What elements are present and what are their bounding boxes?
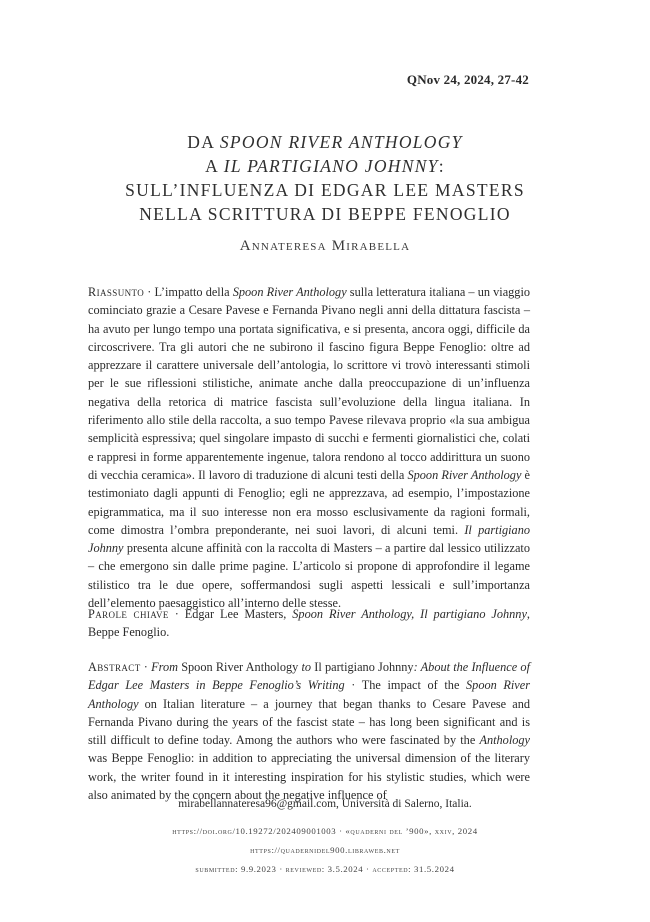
title-text: DA xyxy=(187,132,220,152)
abstract-paragraph xyxy=(88,658,530,804)
text: Edgar Lee Masters, xyxy=(184,607,293,621)
separator: · xyxy=(144,285,155,299)
author-name: Annateresa Mirabella xyxy=(239,238,411,254)
italic-text: Spoon River Anthology xyxy=(232,285,347,299)
italic-text: Spoon River Anthology xyxy=(407,467,522,482)
title-italic: IL PARTIGIANO JOHNNY xyxy=(223,156,439,176)
text: L’impatto della xyxy=(154,285,233,299)
abstract-label: Abstract xyxy=(88,660,141,674)
riassunto-label: Riassunto xyxy=(88,285,145,299)
keywords-paragraph xyxy=(88,605,530,642)
separator: · xyxy=(344,678,362,693)
text: , Beppe Fenoglio. xyxy=(88,607,530,640)
italic-text: Spoon River Anthology, Il partigiano Johnny xyxy=(292,607,527,621)
title-line-3: SULL’INFLUENZA DI EDGAR LEE MASTERS xyxy=(125,180,525,200)
author-email-affiliation: mirabellannateresa96@gmail.com, Università di Salerno, Italia. xyxy=(178,798,472,810)
text: was Beppe Fenoglio: in addition to appreciating the universal dimension of the literary work, the writer found in it interesting inspiration for his stylistic studies, which were also animated by the concern about the negative influence of xyxy=(88,751,530,803)
text: presenta alcune affinità con la raccolta di Masters – a partire dal lessico utilizzato – che emergono sin dalle prime pagine. L’articolo si propone di approfondire il legame stilistico tra le due opere, soffermandosi sugli aspetti lessicali e sull’importanza dell’elemento paesaggistico all’interno delle stesse. xyxy=(88,541,530,611)
title-line-1 xyxy=(0,130,650,154)
italic-text: Il partigiano Johnny xyxy=(88,522,530,556)
title-text: A xyxy=(205,156,224,176)
title-text: : xyxy=(438,156,445,176)
title-italic: SPOON RIVER ANTHOLOGY xyxy=(219,132,463,152)
text: Spoon River Anthology xyxy=(177,660,302,674)
italic-text: Spoon River Anthology xyxy=(88,678,530,711)
title-line-2 xyxy=(0,154,650,178)
text: Il partigiano Johnny xyxy=(311,660,414,674)
submission-dates-line: submitted: 9.9.2023 · reviewed: 3.5.2024 · accepted: 31.5.2024 xyxy=(195,864,455,874)
journal-reference: QNov 24, 2024, 27-42 xyxy=(406,72,529,87)
riassunto-paragraph xyxy=(88,283,530,612)
keywords-label: Parole chiave xyxy=(88,607,169,621)
website-line: https://quadernidel900.libraweb.net xyxy=(250,845,400,855)
text: The impact of the xyxy=(361,678,467,693)
separator: · xyxy=(140,660,152,674)
text: on Italian literature – a journey that began thanks to Cesare Pavese and Fernanda Pivano during the years of the fascist state – has long been significant and is still difficult to define today. Among the authors who were fascinated by the xyxy=(88,696,530,748)
text: sulla letteratura italiana – un viaggio cominciato grazie a Cesare Pavese e Fernanda Pivano negli anni della dittatura fascista – ha avuto per lungo tempo una portata significativa, e si presenta, ancora oggi, difficile da circoscrivere. Tra gli autori che ne subirono il fascino figura Beppe Fenoglio: oltre ad apprezzare il carattere universale dell’antologia, lo scrittore vi trovò interessanti stimoli per le sue riflessioni stilistiche, animate anche dalla preoccupazione di un’influenza negativa della retorica di matrice fascista sull’evoluzione della lingua italiana. In riferimento allo stile della raccolta, a suo tempo Pavese rilevava proprio «la sua ambigua semplicità espressiva; quel singolare impasto di succhi e fermenti giornalistici che, colati e rappresi in forme apparentemente ingenue, talora rendono al tocco addirittura un suono di vecchia ceramica». Il lavoro di traduzione di alcuni testi della xyxy=(88,285,531,482)
article-title xyxy=(0,130,650,226)
italic-text: : About the Influence of Edgar Lee Masters in Beppe Fenoglio’s Writing xyxy=(88,660,530,693)
italic-text: From xyxy=(151,660,178,674)
italic-text: Anthology xyxy=(479,733,530,748)
doi-line: https://doi.org/10.19272/202409001003 · «quaderni del ’900», xxiv, 2024 xyxy=(172,826,478,836)
title-line-4: NELLA SCRITTURA DI BEPPE FENOGLIO xyxy=(139,204,511,224)
separator: · xyxy=(168,607,185,621)
italic-text: to xyxy=(301,660,312,674)
text: è testimoniato dagli appunti di Fenoglio; egli ne apprezzava, ad esempio, l’impostazione epigrammatica, ma il suo interesse non era mosso esclusivamente da ragioni formali, come dimostra l’ombra preponderante, nei suoi lavori, di alcuni temi. xyxy=(88,467,531,537)
